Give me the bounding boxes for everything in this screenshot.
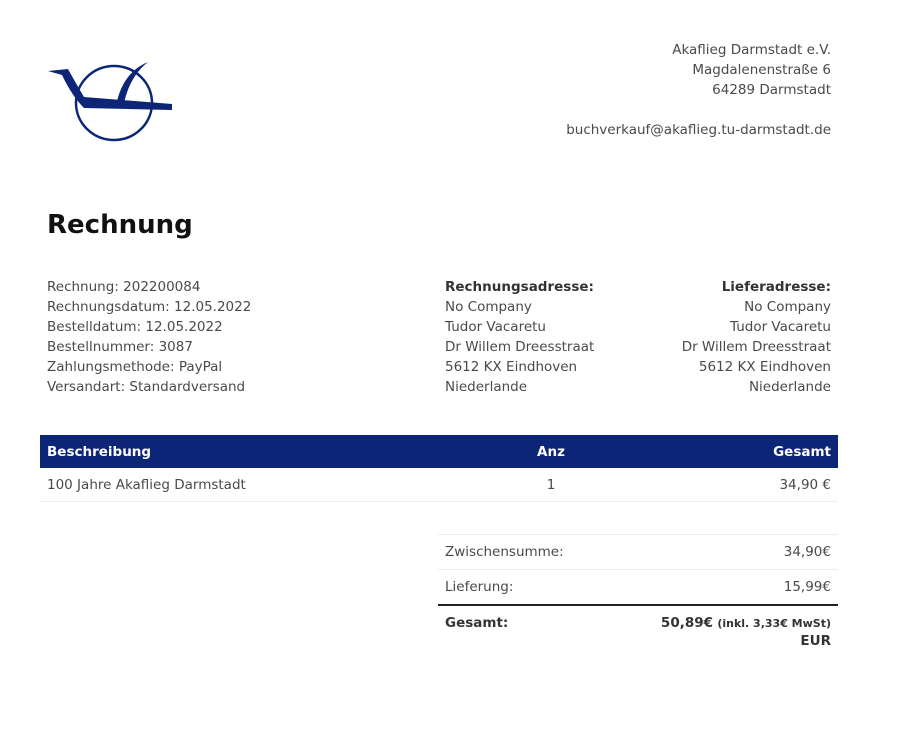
- akaflieg-glider-logo-icon: [44, 56, 178, 148]
- table-row: [40, 468, 838, 502]
- grand-total-label: Gesamt:: [438, 605, 606, 655]
- billing-address: [445, 277, 594, 397]
- billing-line: Niederlande: [445, 379, 528, 395]
- shipping-method: Versandart: Standardversand: [47, 379, 246, 395]
- invoice-date: Rechnungsdatum: 12.05.2022: [47, 299, 252, 315]
- grand-total-value: 50,89€: [660, 615, 714, 631]
- items-header-row: [40, 435, 838, 468]
- billing-line: No Company: [445, 299, 532, 315]
- subtotal-row: [438, 535, 838, 570]
- subtotal-value: 34,90€: [606, 535, 838, 570]
- shipping-line: No Company: [744, 299, 831, 315]
- sender-email: buchverkauf@akaflieg.tu-darmstadt.de: [566, 122, 831, 138]
- grand-total-cell: [606, 605, 838, 655]
- billing-heading: Rechnungsadresse:: [445, 279, 594, 295]
- shipping-line: Tudor Vacaretu: [730, 319, 831, 335]
- header-quantity: Anz: [494, 435, 608, 468]
- sender-city: 64289 Darmstadt: [712, 82, 831, 98]
- grand-total-currency: EUR: [800, 633, 831, 649]
- header-description: Beschreibung: [40, 435, 494, 468]
- shipping-line: 5612 KX Eindhoven: [698, 359, 831, 375]
- item-description: 100 Jahre Akaflieg Darmstadt: [40, 468, 494, 502]
- sender-street: Magdalenenstraße 6: [692, 62, 831, 78]
- shipping-line: Dr Willem Dreesstraat: [681, 339, 831, 355]
- grand-total-row: [438, 605, 838, 655]
- sender-address: [566, 40, 831, 140]
- item-total: 34,90 €: [608, 468, 838, 502]
- billing-line: Tudor Vacaretu: [445, 319, 546, 335]
- shipping-line: Niederlande: [748, 379, 831, 395]
- invoice-number: Rechnung: 202200084: [47, 279, 201, 295]
- items-table: [40, 435, 838, 502]
- page-title: Rechnung: [47, 210, 193, 240]
- delivery-row: [438, 570, 838, 606]
- grand-total-tax: (inkl. 3,33€ MwSt): [717, 617, 831, 630]
- delivery-value: 15,99€: [606, 570, 838, 606]
- item-quantity: 1: [494, 468, 608, 502]
- invoice-meta: [47, 277, 251, 397]
- subtotal-label: Zwischensumme:: [438, 535, 606, 570]
- totals-table: [438, 534, 838, 655]
- delivery-label: Lieferung:: [438, 570, 606, 606]
- header-total: Gesamt: [608, 435, 838, 468]
- billing-line: 5612 KX Eindhoven: [445, 359, 578, 375]
- shipping-heading: Lieferadresse:: [721, 279, 831, 295]
- order-number: Bestellnummer: 3087: [47, 339, 193, 355]
- shipping-address: [682, 277, 831, 397]
- order-date: Bestelldatum: 12.05.2022: [47, 319, 223, 335]
- billing-line: Dr Willem Dreesstraat: [445, 339, 595, 355]
- sender-name: Akaflieg Darmstadt e.V.: [672, 42, 831, 58]
- payment-method: Zahlungsmethode: PayPal: [47, 359, 223, 375]
